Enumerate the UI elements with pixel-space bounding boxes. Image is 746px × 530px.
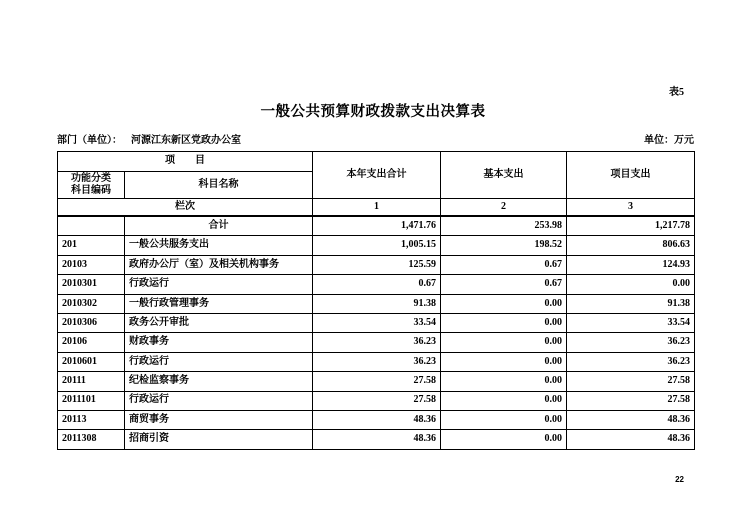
table-row	[58, 236, 695, 255]
project-cell: 27.58	[567, 372, 695, 391]
page-number: 22	[675, 475, 684, 484]
project-cell: 48.36	[567, 410, 695, 429]
header-subject-name: 科目名称	[125, 172, 313, 199]
project-cell: 48.36	[567, 430, 695, 449]
basic-cell: 0.00	[441, 333, 567, 352]
project-cell: 36.23	[567, 352, 695, 371]
column-index-label: 栏次	[58, 199, 313, 217]
code-cell: 201	[58, 236, 125, 255]
basic-cell: 0.67	[441, 255, 567, 274]
basic-cell: 0.00	[441, 352, 567, 371]
project-cell: 1,217.78	[567, 216, 695, 236]
column-index-2: 2	[441, 199, 567, 217]
year-total-cell: 33.54	[313, 313, 441, 332]
project-cell: 33.54	[567, 313, 695, 332]
name-cell: 一般公共服务支出	[125, 236, 313, 255]
table-row	[58, 372, 695, 391]
table-row	[58, 313, 695, 332]
basic-cell: 253.98	[441, 216, 567, 236]
page-title: 一般公共预算财政拨款支出决算表	[260, 104, 486, 120]
basic-cell: 0.00	[441, 294, 567, 313]
year-total-cell: 27.58	[313, 391, 441, 410]
basic-cell: 198.52	[441, 236, 567, 255]
year-total-cell: 27.58	[313, 372, 441, 391]
basic-cell: 0.00	[441, 410, 567, 429]
code-cell: 2010601	[58, 352, 125, 371]
code-cell: 20106	[58, 333, 125, 352]
code-cell: 2011101	[58, 391, 125, 410]
column-index-row	[58, 199, 695, 217]
sheet-label: 表5	[669, 87, 684, 98]
table-row	[58, 294, 695, 313]
header-row-project	[58, 152, 695, 172]
header-project-group: 项 目	[58, 152, 313, 172]
basic-cell: 0.67	[441, 275, 567, 294]
column-index-3: 3	[567, 199, 695, 217]
department-line	[57, 131, 241, 146]
project-cell: 36.23	[567, 333, 695, 352]
header-code-line1: 功能分类	[71, 172, 111, 184]
basic-cell: 0.00	[441, 430, 567, 449]
table-row	[58, 430, 695, 449]
name-cell: 政府办公厅（室）及相关机构事务	[125, 255, 313, 274]
table-row	[58, 352, 695, 371]
year-total-cell: 91.38	[313, 294, 441, 313]
header-code-line2: 科目编码	[71, 185, 111, 196]
code-cell: 2010306	[58, 313, 125, 332]
year-total-cell: 1,471.76	[313, 216, 441, 236]
project-cell: 27.58	[567, 391, 695, 410]
name-cell: 行政运行	[125, 391, 313, 410]
column-index-1: 1	[313, 199, 441, 217]
year-total-cell: 36.23	[313, 352, 441, 371]
name-cell: 行政运行	[125, 275, 313, 294]
name-cell: 招商引资	[125, 430, 313, 449]
code-cell: 2011308	[58, 430, 125, 449]
table-row	[58, 410, 695, 429]
code-cell: 20111	[58, 372, 125, 391]
name-cell: 纪检监察事务	[125, 372, 313, 391]
name-cell: 商贸事务	[125, 410, 313, 429]
code-cell: 20113	[58, 410, 125, 429]
basic-cell: 0.00	[441, 313, 567, 332]
name-cell: 行政运行	[125, 352, 313, 371]
code-cell: 2010302	[58, 294, 125, 313]
total-row	[58, 216, 695, 236]
budget-table	[57, 151, 695, 450]
basic-cell: 0.00	[441, 372, 567, 391]
table-row	[58, 333, 695, 352]
year-total-cell: 48.36	[313, 410, 441, 429]
header-year-total: 本年支出合计	[313, 152, 441, 199]
year-total-cell: 0.67	[313, 275, 441, 294]
code-cell: 2010301	[58, 275, 125, 294]
year-total-cell: 125.59	[313, 255, 441, 274]
name-cell: 政务公开审批	[125, 313, 313, 332]
name-cell: 财政事务	[125, 333, 313, 352]
year-total-cell: 48.36	[313, 430, 441, 449]
name-cell: 一般行政管理事务	[125, 294, 313, 313]
unit-note: 单位：万元	[644, 135, 694, 146]
project-cell: 91.38	[567, 294, 695, 313]
table-row	[58, 391, 695, 410]
header-basic: 基本支出	[441, 152, 567, 199]
header-function-code	[58, 172, 125, 199]
year-total-cell: 1,005.15	[313, 236, 441, 255]
department-label: 部门（单位）：	[57, 135, 122, 146]
code-cell: 20103	[58, 255, 125, 274]
table-row	[58, 255, 695, 274]
code-cell	[58, 216, 125, 236]
table-row	[58, 275, 695, 294]
name-cell: 合计	[125, 216, 313, 236]
department-name: 河源江东新区党政办公室	[131, 135, 241, 146]
project-cell: 124.93	[567, 255, 695, 274]
project-cell: 0.00	[567, 275, 695, 294]
header-project-expense: 项目支出	[567, 152, 695, 199]
year-total-cell: 36.23	[313, 333, 441, 352]
project-cell: 806.63	[567, 236, 695, 255]
basic-cell: 0.00	[441, 391, 567, 410]
